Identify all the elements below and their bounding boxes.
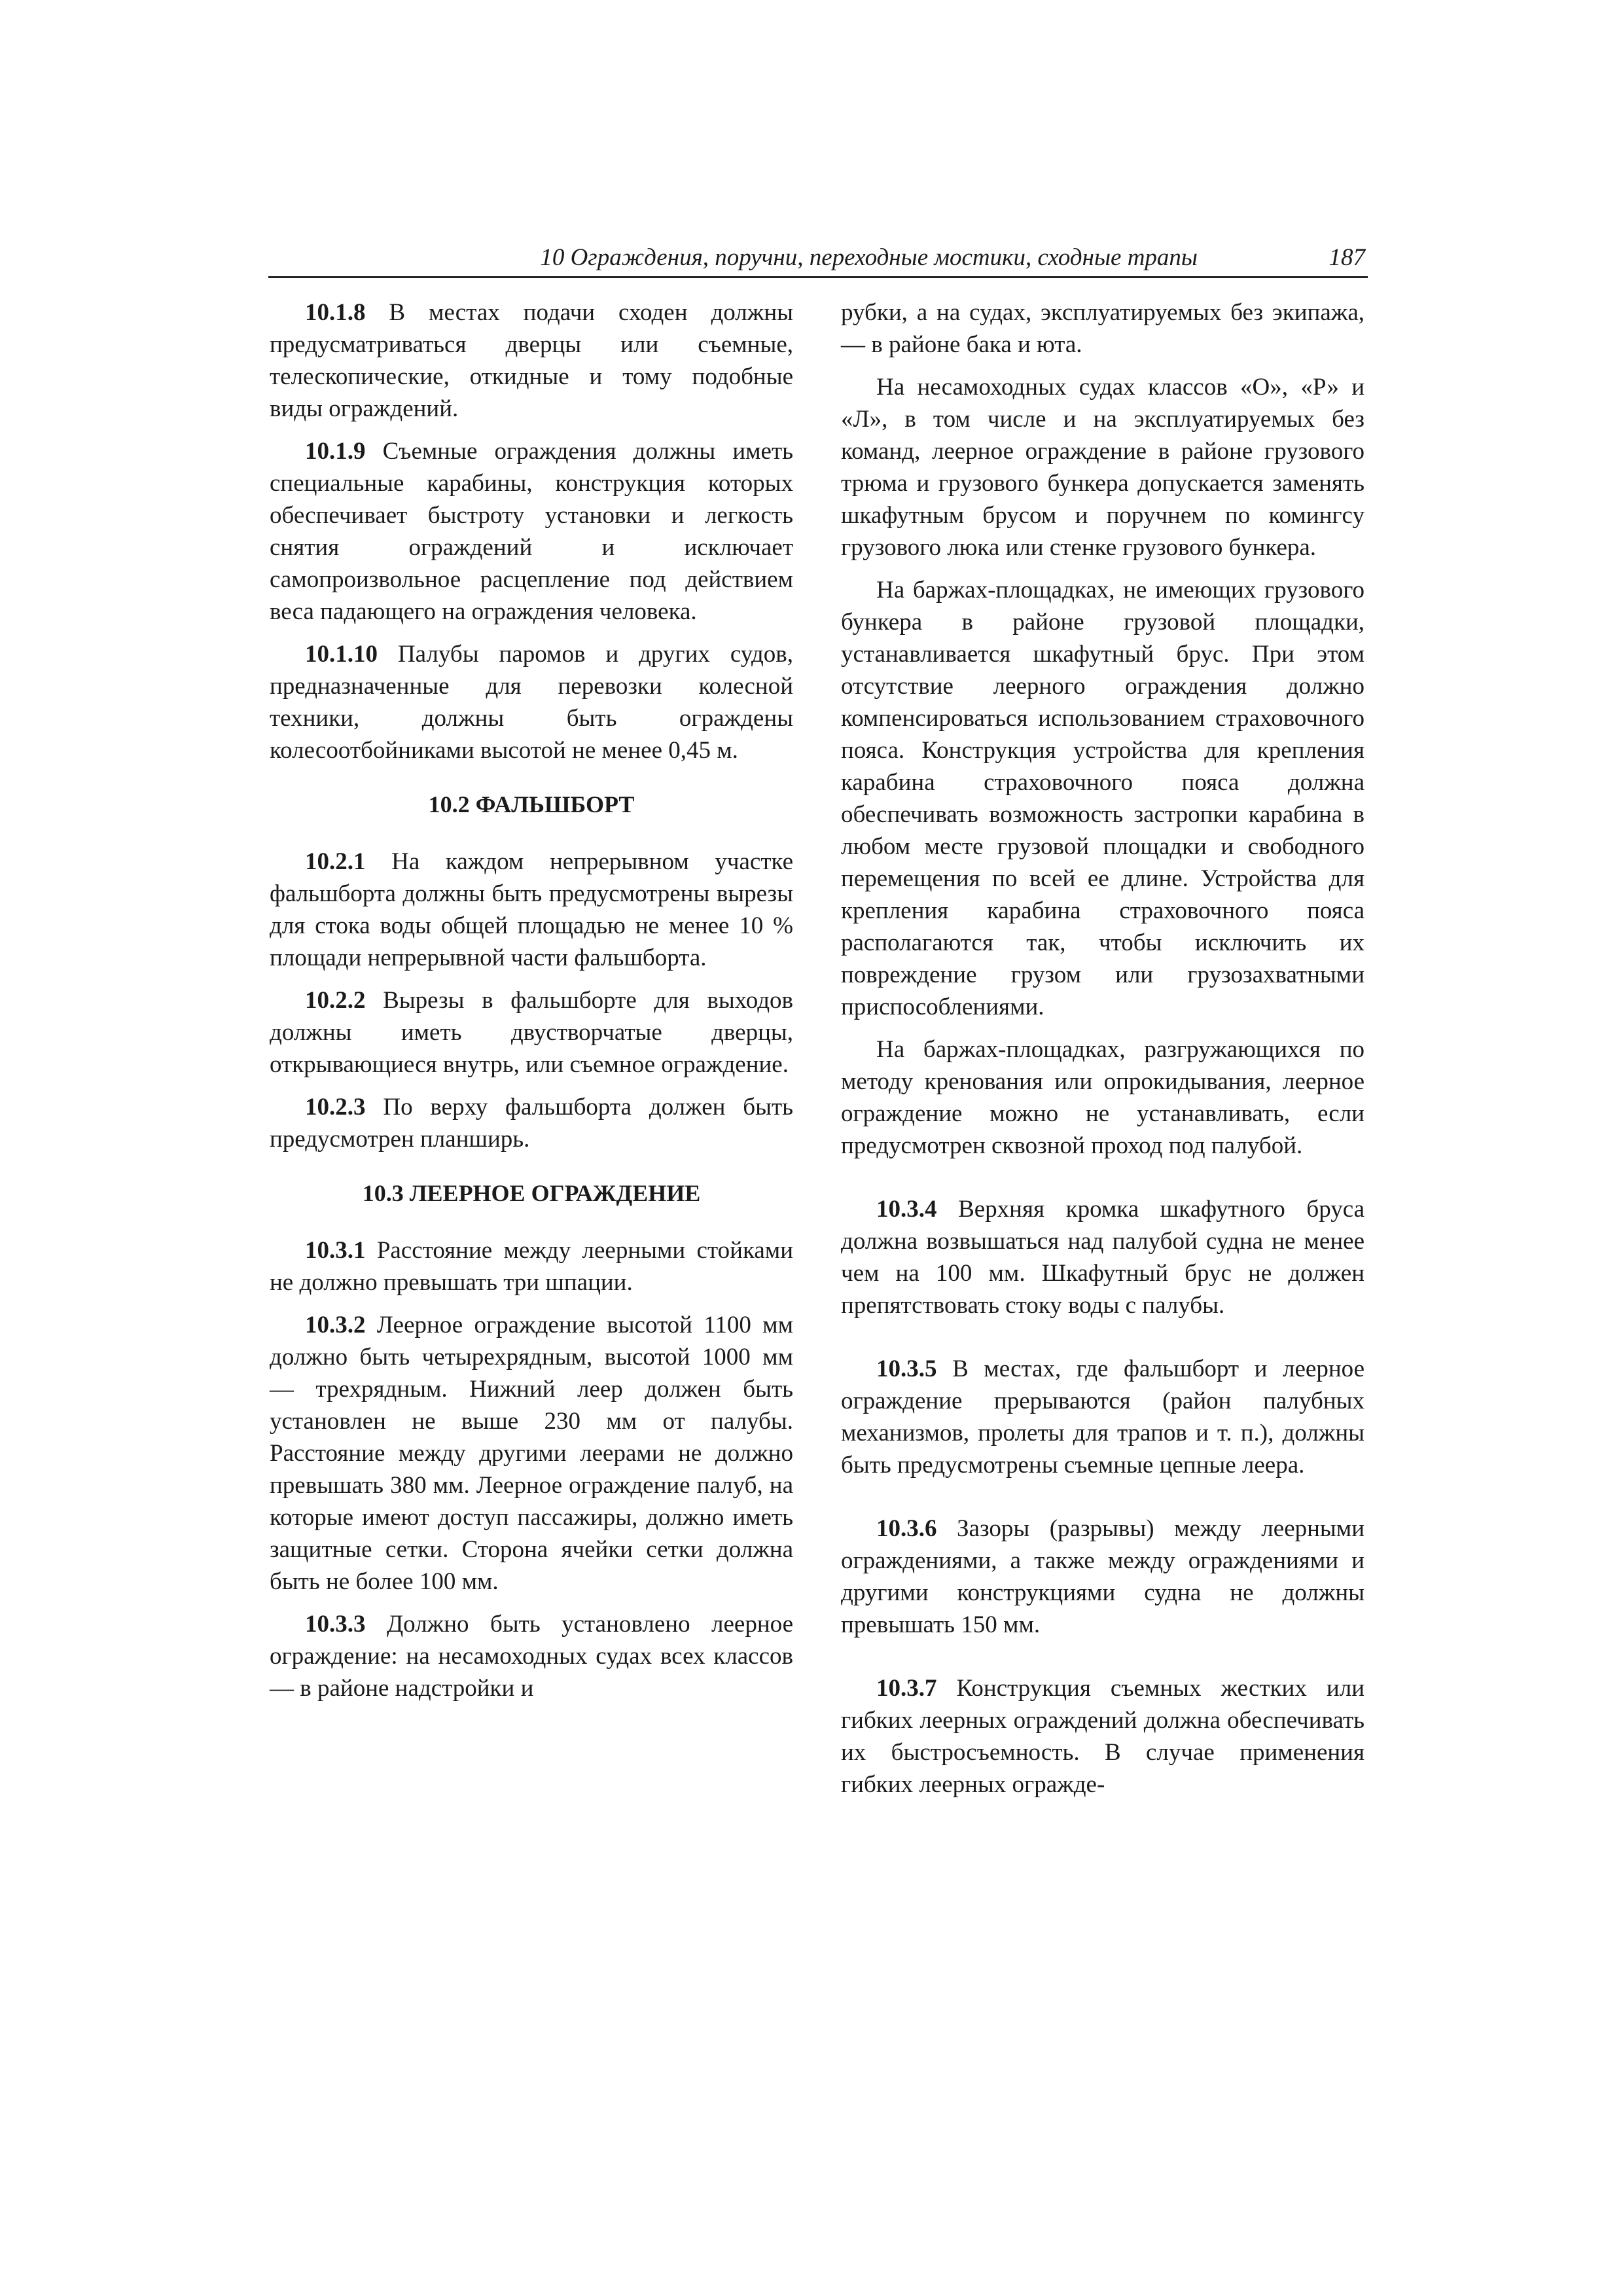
clause-number: 10.1.9 [305,438,366,465]
clause-text: Конструкция съемных жестких или гибких леерных ограждений должна обеспечивать их быстросъемность. В случае применения гибких леерных огражде- [841,1675,1364,1798]
right-column [841,296,1364,1811]
clause-10-3-6 [841,1513,1364,1641]
page-number: 187 [1329,244,1365,271]
clause-10-3-1 [270,1234,793,1299]
clause-10-1-8 [270,296,793,425]
clause-10-3-3 [270,1608,793,1704]
clause-10-3-7 [841,1672,1364,1801]
clause-number: 10.3.4 [876,1196,937,1223]
clause-10-3-2 [270,1309,793,1598]
section-heading-10-2: 10.2 ФАЛЬШБОРТ [428,791,635,817]
clause-number: 10.3.6 [876,1515,937,1542]
clause-text: В местах, где фальшборт и леерное ограждение прерываются (район палубных механизмов, пролеты для трапов и т. п.), должны быть предусмотрены съемные цепные леера. [841,1355,1364,1479]
clause-10-1-9 [270,435,793,628]
clause-text: Съемные ограждения должны иметь специальные карабины, конструкция которых обеспечивает быстроту установки и легкость снятия ограждений и исключает самопроизвольное расцепление под действием веса падающего на ограждения человека. [270,438,793,625]
clause-10-3-5 [841,1353,1364,1481]
clause-text: В местах подачи сходен должны предусматриваться дверцы или съемные, телескопические, откидные и тому подобные виды ограждений. [270,299,793,422]
clause-number: 10.3.5 [876,1355,937,1382]
clause-text: Палубы паромов и других судов, предназначенные для перевозки колесной техники, должны быть ограждены колесоотбойниками высотой не менее 0,45 м. [270,641,793,764]
left-column [270,296,793,1715]
paragraph-barge-platforms-heeling: На баржах-площадках, разгружающихся по методу кренования или опрокидывания, леерное ограждение можно не устанавливать, если предусмотрен сквозной проход под палубой. [841,1036,1364,1159]
section-heading-10-3: 10.3 ЛЕЕРНОЕ ОГРАЖДЕНИЕ [362,1180,701,1206]
clause-text: По верху фальшборта должен быть предусмотрен планширь. [270,1094,793,1153]
clause-number: 10.3.2 [305,1312,366,1338]
clause-number: 10.3.3 [305,1611,366,1638]
running-title: 10 Ограждения, поручни, переходные мостики, сходные трапы [540,244,1198,271]
clause-10-3-4 [841,1193,1364,1321]
clause-number: 10.1.10 [305,641,378,668]
clause-number: 10.2.1 [305,848,366,875]
clause-10-2-1 [270,846,793,974]
clause-text: Вырезы в фальшборте для выходов должны иметь двустворчатые дверцы, открывающиеся внутрь, или съемное ограждение. [270,987,793,1078]
clause-10-1-10 [270,638,793,766]
clause-text: На каждом непрерывном участке фальшборта должны быть предусмотрены вырезы для стока воды общей площадью не менее 10 % площади непрерывной части фальшборта. [270,848,793,971]
clause-number: 10.2.3 [305,1094,366,1121]
clause-text: Расстояние между леерными стойками не должно превышать три шпации. [270,1237,793,1296]
clause-10-3-3-continued: рубки, а на судах, эксплуатируемых без экипажа, — в районе бака и юта. [841,299,1364,358]
clause-number: 10.3.1 [305,1237,366,1264]
page-header [268,243,1368,278]
clause-text: Должно быть установлено леерное ограждение: на несамоходных судах всех классов — в районе надстройки и [270,1611,793,1702]
clause-number: 10.1.8 [305,299,366,326]
clause-text: Леерное ограждение высотой 1100 мм должно быть четырехрядным, высотой 1000 мм — трехрядным. Нижний леер должен быть установлен не выше 230 мм от палубы. Расстояние между другими леерами не должно превышать 380 мм. Леерное ограждение палуб, на которые имеют доступ пассажиры, должно иметь защитные сетки. Сторона ячейки сетки должна быть не более 100 мм. [270,1312,793,1595]
paragraph-non-self-propelled-classes: На несамоходных судах классов «О», «Р» и «Л», в том числе и на эксплуатируемых без команд, леерное ограждение в районе грузового трюма и грузового бункера допускается заменять шкафутным брусом и поручнем по комингсу грузового люка или стенке грузового бункера. [841,374,1364,561]
clause-number: 10.2.2 [305,987,366,1014]
clause-10-2-3 [270,1091,793,1155]
clause-text: Зазоры (разрывы) между леерными ограждениями, а также между ограждениями и другими конструкциями судна не должны превышать 150 мм. [841,1515,1364,1638]
clause-number: 10.3.7 [876,1675,937,1702]
paragraph-barge-platforms-waist-rail: На баржах-площадках, не имеющих грузового бункера в районе грузовой площадки, устанавливается шкафутный брус. При этом отсутствие леерного ограждения должно компенсироваться использованием страховочного пояса. Конструкция устройства для крепления карабина страховочного пояса должна обеспечивать возможность застропки карабина в любом месте грузовой площадки и свободного перемещения по всей ее длине. Устройства для крепления карабина страховочного пояса располагаются так, чтобы исключить их повреждение грузом или грузозахватными приспособлениями. [841,577,1364,1020]
clause-10-2-2 [270,984,793,1081]
clause-text: Верхняя кромка шкафутного бруса должна возвышаться над палубой судна не менее чем на 100 мм. Шкафутный брус не должен препятствовать стоку воды с палубы. [841,1196,1364,1319]
